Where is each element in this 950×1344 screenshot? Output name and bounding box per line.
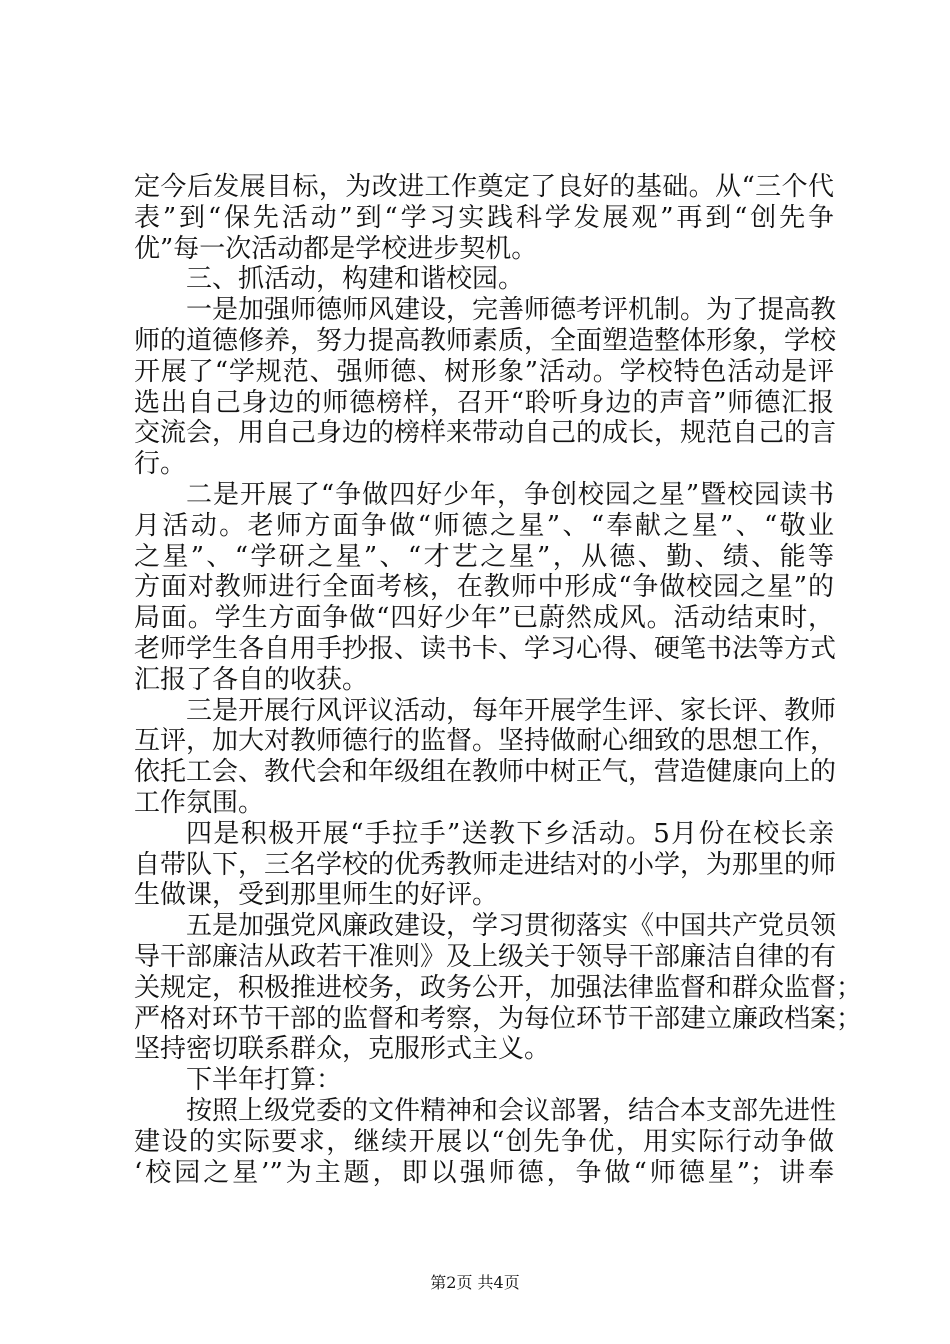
text-line: 依托工会、教代会和年级组在教师中树正气，营造健康向上的 <box>134 757 837 788</box>
text-line: 月活动。老师方面争做“师德之星”、“奉献之星”、“敬业 <box>134 510 834 541</box>
text-line: 开展了“学规范、强师德、树形象”活动。学校特色活动是评 <box>134 356 834 387</box>
text-line: 行。 <box>134 449 187 480</box>
text-line: 局面。学生方面争做“四好少年”已蔚然成风。活动结束时， <box>134 603 834 634</box>
text-line: 关规定，积极推进校务，政务公开，加强法律监督和群众监督； <box>134 972 863 1003</box>
text-line: 方面对教师进行全面考核，在教师中形成“争做校园之星”的 <box>134 572 834 603</box>
text-line: 交流会，用自己身边的榜样来带动自己的成长，规范自己的言 <box>134 418 837 449</box>
text-line: 选出自己身边的师德榜样，召开“聆听身边的声音”师德汇报 <box>134 387 834 418</box>
paragraph-start: 二是开展了“争做四好少年，争创校园之星”暨校园读书 <box>186 479 834 510</box>
text-line: 老师学生各自用手抄报、读书卡、学习心得、硬笔书法等方式 <box>134 633 837 664</box>
text-line: 汇报了各自的收获。 <box>134 664 369 695</box>
paragraph-start: 四是积极开展“手拉手”送教下乡活动。5月份在校长亲 <box>186 818 834 849</box>
document-body <box>134 172 863 1188</box>
paragraph-start: 一是加强师德师风建设，完善师德考评机制。为了提高教 <box>186 295 837 326</box>
paragraph-start: 三是开展行风评议活动，每年开展学生评、家长评、教师 <box>186 695 837 726</box>
text-line: 工作氛围。 <box>134 787 265 818</box>
paragraph-start: 按照上级党委的文件精神和会议部署，结合本支部先进性 <box>186 1095 837 1126</box>
text-line: 师的道德修养，努力提高教师素质，全面塑造整体形象，学校 <box>134 325 837 356</box>
text-line: ‘校园之星’”为主题，即以强师德，争做“师德星”；讲奉 <box>134 1157 834 1188</box>
text-line: 定今后发展目标，为改进工作奠定了良好的基础。从“三个代 <box>134 172 834 202</box>
section-heading: 下半年打算： <box>186 1065 343 1096</box>
text-line: 坚持密切联系群众，克服形式主义。 <box>134 1034 551 1065</box>
page-number: 第2页 共4页 <box>430 1273 520 1292</box>
paragraph-start: 五是加强党风廉政建设，学习贯彻落实《中国共产党员领 <box>186 911 837 942</box>
text-line: 优”每一次活动都是学校进步契机。 <box>134 233 538 264</box>
text-line: 之星”、“学研之星”、“才艺之星”，从德、勤、绩、能等 <box>134 541 834 572</box>
text-line: 严格对环节干部的监督和考察，为每位环节干部建立廉政档案； <box>134 1003 863 1034</box>
page-footer <box>0 1270 950 1293</box>
text-line: 自带队下，三名学校的优秀教师走进结对的小学，为那里的师 <box>134 849 837 880</box>
text-line: 互评，加大对教师德行的监督。坚持做耐心细致的思想工作， <box>134 726 837 757</box>
text-line: 表”到“保先活动”到“学习实践科学发展观”再到“创先争 <box>134 202 834 233</box>
text-line: 建设的实际要求，继续开展以“创先争优，用实际行动争做 <box>134 1126 834 1157</box>
text-line: 导干部廉洁从政若干准则》及上级关于领导干部廉洁自律的有 <box>134 941 837 972</box>
text-line: 生做课，受到那里师生的好评。 <box>134 880 499 911</box>
section-heading: 三、抓活动，构建和谐校园。 <box>186 264 525 295</box>
